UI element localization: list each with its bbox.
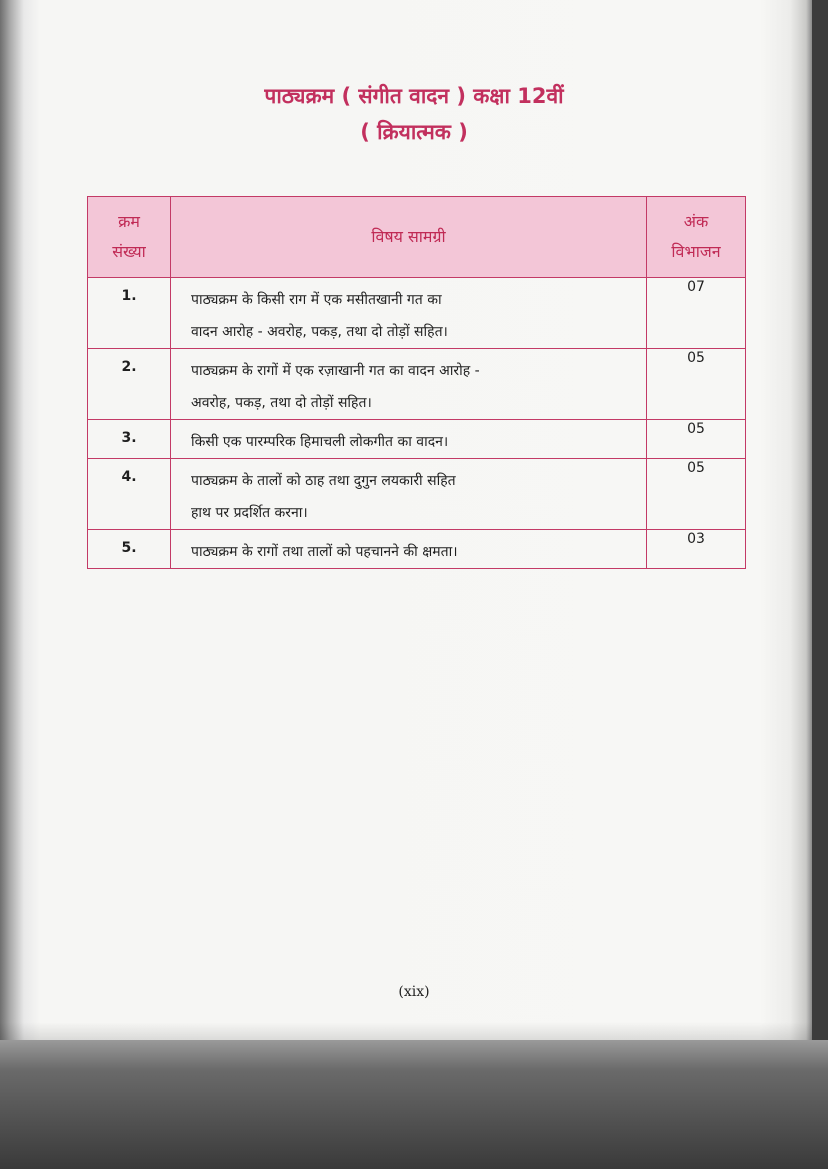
- header-serial-number: [88, 197, 171, 278]
- header-marks: [647, 197, 746, 278]
- row-content-line: अवरोह, पकड़, तथा दो तोड़ों सहित।: [191, 395, 372, 411]
- row-content: [171, 459, 647, 530]
- table-row: [88, 530, 746, 569]
- row-marks: 07: [647, 278, 746, 349]
- header-marks-line1: अंक: [683, 212, 709, 231]
- row-content: [171, 420, 647, 459]
- row-marks: 05: [647, 459, 746, 530]
- table-row: [88, 420, 746, 459]
- document-title: पाठ्यक्रम ( संगीत वादन ) कक्षा 12वीं: [264, 84, 564, 108]
- page-number: (xix): [398, 984, 430, 1000]
- header-serial-line1: क्रम: [118, 212, 140, 231]
- row-content-line: हाथ पर प्रदर्शित करना।: [191, 505, 308, 521]
- row-content: [171, 349, 647, 420]
- row-content-line: किसी एक पारम्परिक हिमाचली लोकगीत का वादन।: [191, 434, 449, 450]
- row-serial-number: 3.: [88, 420, 171, 459]
- row-serial-number: 2.: [88, 349, 171, 420]
- row-content-line: वादन आरोह - अवरोह, पकड़, तथा दो तोड़ों सहित।: [191, 324, 448, 340]
- row-marks: 03: [647, 530, 746, 569]
- row-content-line: पाठ्यक्रम के किसी राग में एक मसीतखानी गत का: [191, 292, 442, 308]
- header-serial-line2: संख्या: [112, 242, 146, 261]
- row-serial-number: 5.: [88, 530, 171, 569]
- row-content-line: पाठ्यक्रम के रागों तथा तालों को पहचानने की क्षमता।: [191, 544, 458, 560]
- row-serial-number: 1.: [88, 278, 171, 349]
- document-subtitle: ( क्रियात्मक ): [360, 120, 468, 144]
- row-content-line: पाठ्यक्रम के रागों में एक रज़ाखानी गत का वादन आरोह -: [191, 363, 480, 379]
- table-row: [88, 459, 746, 530]
- row-content: [171, 530, 647, 569]
- header-content: विषय सामग्री: [171, 197, 647, 278]
- header-marks-line2: विभाजन: [671, 242, 721, 261]
- table-row: [88, 349, 746, 420]
- table-row: [88, 278, 746, 349]
- row-marks: 05: [647, 349, 746, 420]
- row-content: [171, 278, 647, 349]
- row-marks: 05: [647, 420, 746, 459]
- scan-background: [0, 1040, 828, 1169]
- row-serial-number: 4.: [88, 459, 171, 530]
- syllabus-table: [87, 196, 746, 569]
- row-content-line: पाठ्यक्रम के तालों को ठाह तथा दुगुन लयकारी सहित: [191, 473, 456, 489]
- table-header-row: [88, 197, 746, 278]
